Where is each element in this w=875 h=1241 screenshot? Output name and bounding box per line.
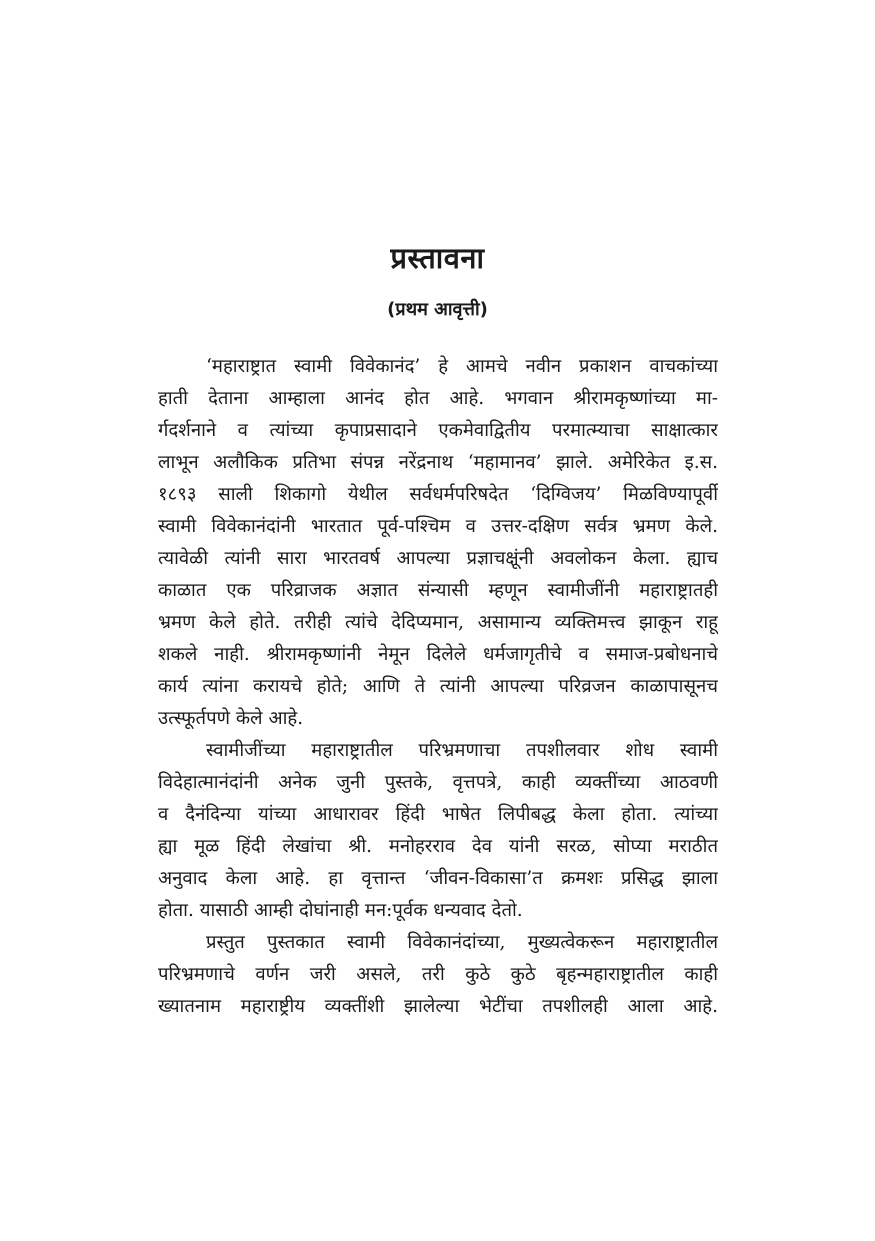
text-line: उत्स्फूर्तपणे केले आहे. <box>158 708 304 729</box>
edition-subtitle: (प्रथम आवृत्ती) <box>387 299 488 320</box>
text-line: ‘महाराष्ट्रात स्वामी विवेकानंद’ हे आमचे नवीन प्रकाशन वाचकांच्या <box>206 356 718 377</box>
text-line: विदेहात्मानंदांनी अनेक जुनी पुस्तके, वृत्तपत्रे, काही व्यक्तींच्या आठवणी <box>158 772 718 793</box>
text-line: कार्य त्यांना करायचे होते; आणि ते त्यांनी आपल्या परिव्रजन काळापासूनच <box>158 676 718 697</box>
text-line: हाती देताना आम्हाला आनंद होत आहे. भगवान श्रीरामकृष्णांच्या मा- <box>158 388 718 409</box>
text-line: लाभून अलौकिक प्रतिभा संपन्न नरेंद्रनाथ ‘महामानव’ झाले. अमेरिकेत इ.स. <box>158 452 718 473</box>
text-line: काळात एक परिव्राजक अज्ञात संन्यासी म्हणून स्वामीजींनी महाराष्ट्रातही <box>158 580 718 601</box>
text-line: प्रस्तुत पुस्तकात स्वामी विवेकानंदांच्या, मुख्यत्वेकरून महाराष्ट्रातील <box>206 932 718 953</box>
page-title: प्रस्तावना <box>390 241 485 275</box>
text-line: अनुवाद केला आहे. हा वृत्तान्त ‘जीवन-विकासा’त क्रमशः प्रसिद्ध झाला <box>158 868 718 889</box>
text-line: होता. यासाठी आम्ही दोघांनाही मन:पूर्वक धन्यवाद देतो. <box>158 900 523 921</box>
preface-body <box>158 351 718 1023</box>
text-line: ह्या मूळ हिंदी लेखांचा श्री. मनोहरराव देव यांनी सरळ, सोप्या मराठीत <box>158 836 718 857</box>
text-line: व दैनंदिन्या यांच्या आधारावर हिंदी भाषेत लिपीबद्ध केला होता. त्यांच्या <box>158 804 718 825</box>
text-line: र्गदर्शनाने व त्यांच्या कृपाप्रसादाने एकमेवाद्वितीय परमात्म्याचा साक्षात्कार <box>158 420 718 441</box>
text-line: भ्रमण केले होते. तरीही त्यांचे देदिप्यमान, असामान्य व्यक्तिमत्त्व झाकून राहू <box>158 612 718 633</box>
text-line: ख्यातनाम महाराष्ट्रीय व्यक्तींशी झालेल्या भेटींचा तपशीलही आला आहे. <box>158 996 718 1017</box>
text-line: १८९३ साली शिकागो येथील सर्वधर्मपरिषदेत ‘दिग्विजय’ मिळविण्यापूर्वी <box>158 484 718 505</box>
text-line: शकले नाही. श्रीरामकृष्णांनी नेमून दिलेले धर्मजागृतीचे व समाज-प्रबोधनाचे <box>158 644 718 665</box>
text-line: त्यावेळी त्यांनी सारा भारतवर्ष आपल्या प्रज्ञाचक्षूंनी अवलोकन केला. ह्याच <box>158 548 718 569</box>
paragraph-2 <box>158 735 718 927</box>
text-line: स्वामी विवेकानंदांनी भारतात पूर्व-पश्चिम व उत्तर-दक्षिण सर्वत्र भ्रमण केले. <box>158 516 718 537</box>
text-line: परिभ्रमणाचे वर्णन जरी असले, तरी कुठे कुठे बृहन्महाराष्ट्रातील काही <box>158 964 718 985</box>
text-line: स्वामीजींच्या महाराष्ट्रातील परिभ्रमणाचा तपशीलवार शोध स्वामी <box>206 740 718 761</box>
paragraph-3 <box>158 927 718 1023</box>
paragraph-1 <box>158 351 718 735</box>
